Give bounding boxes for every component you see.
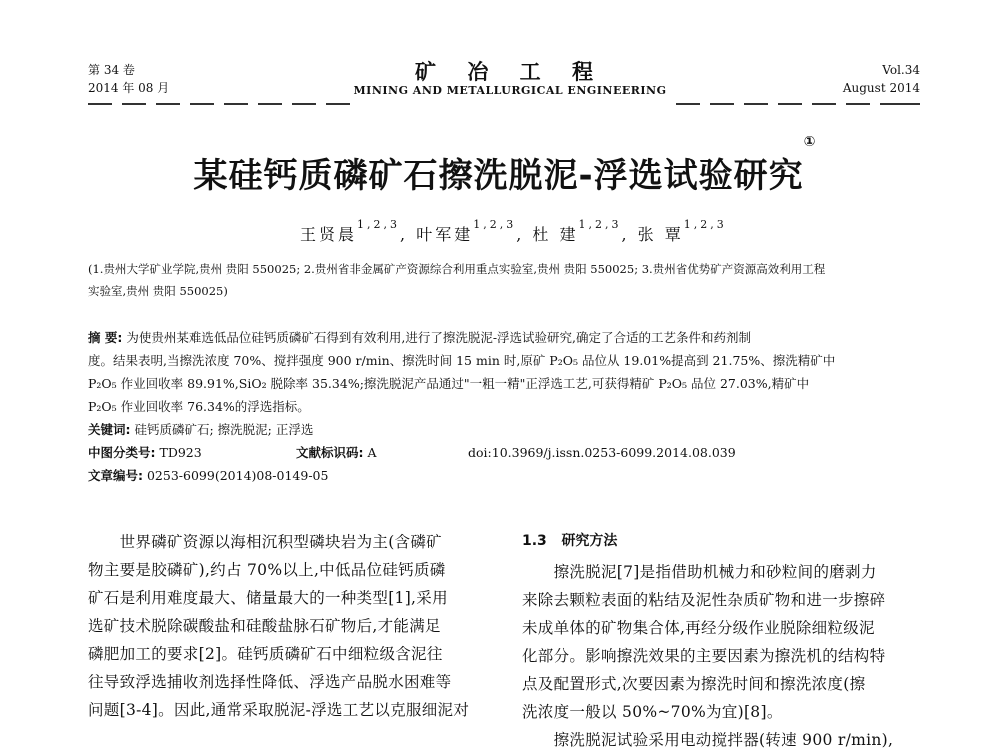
author-affiliation: 1,2,3 (578, 218, 622, 231)
date-en: August 2014 (842, 81, 920, 95)
author-name: 王贤晨 (300, 225, 358, 244)
left-column (88, 528, 498, 724)
journal-title-cn: 矿 冶 工 程 (415, 59, 605, 84)
abstract-line: 为使贵州某难选低品位硅钙质磷矿石得到有效利用,进行了擦洗脱泥-浮选试验研究,确定了合适的工艺条件和药剂制 (126, 330, 752, 345)
journal-title-en: MINING AND METALLURGICAL ENGINEERING (353, 84, 667, 97)
doc-code: A (367, 445, 377, 460)
article-title-text: 某硅钙质磷矿石擦洗脱泥-浮选试验研究 (193, 156, 804, 196)
date-cn: 2014 年 08 月 (88, 81, 170, 95)
abstract-label: 摘 要: (88, 330, 123, 345)
affiliations (88, 258, 938, 302)
section-heading (522, 530, 942, 550)
author-affiliation: 1,2,3 (473, 218, 517, 231)
body-line: 往导致浮选捕收剂选择性降低、浮选产品脱水困难等 (88, 673, 452, 691)
abstract-line: P₂O₅ 作业回收率 76.34%的浮选指标。 (88, 399, 310, 414)
title-footnote-mark: ① (803, 134, 817, 150)
body-line: 点及配置形式,次要因素为擦洗时间和擦洗浓度(擦 (522, 675, 866, 693)
keywords-label: 关键词: (88, 422, 131, 437)
body-line: 来除去颗粒表面的粘结及泥性杂质矿物和进一步擦碎 (522, 591, 886, 609)
clc-label: 中图分类号: (88, 445, 156, 460)
body-line: 擦洗脱泥[7]是指借助机械力和砂粒间的磨剥力 (522, 563, 877, 581)
affiliation-line: 实验室,贵州 贵阳 550025) (88, 284, 228, 298)
body-line: 选矿技术脱除碳酸盐和硅酸盐脉石矿物后,才能满足 (88, 617, 441, 635)
affiliation-line: (1.贵州大学矿业学院,贵州 贵阳 550025; 2.贵州省非金属矿产资源综合利用重点实验室,贵州 贵阳 550025; 3.贵州省优势矿产资源高效利用工程 (88, 262, 826, 276)
doi: doi:10.3969/j.issn.0253-6099.2014.08.039 (468, 445, 736, 460)
volume-cn: 第 34 卷 (88, 63, 135, 77)
body-line: 擦洗脱泥试验采用电动搅拌器(转速 900 r/min), (522, 731, 894, 749)
body-line: 化部分。影响擦洗效果的主要因素为擦洗机的结构特 (522, 647, 886, 665)
body-line: 矿石是利用难度最大、储量最大的一种类型[1],采用 (88, 589, 448, 607)
abstract (88, 326, 948, 487)
volume-en: Vol.34 (882, 63, 920, 77)
article-number: 0253-6099(2014)08-0149-05 (146, 468, 329, 483)
author-list: 王贤晨$^{1,2,3}$, 叶军建$^{1,2,3}$, 杜 建$^{1,2,3}$, 张 覃$^{1,2,3}$ (300, 218, 727, 244)
doc-code-label: 文献标识码: (296, 445, 364, 460)
clc-number: TD923 (159, 445, 202, 460)
keywords: 硅钙质磷矿石; 擦洗脱泥; 正浮选 (134, 422, 314, 437)
body-line: 洗浓度一般以 50%~70%为宜)[8]。 (522, 703, 783, 721)
body-line: 世界磷矿资源以海相沉积型磷块岩为主(含磷矿 (88, 533, 442, 551)
author-name: 张 覃 (637, 225, 684, 244)
author-affiliation: 1,2,3 (357, 218, 401, 231)
author-name: 叶军建 (416, 225, 474, 244)
section-number: 1.3 (522, 533, 547, 549)
author-affiliation: 1,2,3 (683, 218, 727, 231)
article-number-label: 文章编号: (88, 468, 143, 483)
abstract-line: P₂O₅ 作业回收率 89.91%,SiO₂ 脱除率 35.34%;擦洗脱泥产品通过"一粗一精"正浮选工艺,可获得精矿 P₂O₅ 品位 27.03%,精矿中 (88, 376, 810, 391)
abstract-line: 度。结果表明,当擦洗浓度 70%、搅拌强度 900 r/min、擦洗时间 15 min 时,原矿 P₂O₅ 品位从 19.01%提高到 21.75%、擦洗精矿中 (88, 353, 836, 368)
right-column (522, 530, 942, 754)
article-title (0, 134, 1000, 197)
body-line: 未成单体的矿物集合体,再经分级作业脱除细粒级泥 (522, 619, 875, 637)
body-line: 磷肥加工的要求[2]。硅钙质磷矿石中细粒级含泥往 (88, 645, 443, 663)
body-line: 物主要是胶磷矿),约占 70%以上,中低品位硅钙质磷 (88, 561, 446, 579)
body-line: 问题[3-4]。因此,通常采取脱泥-浮选工艺以克服细泥对 (88, 701, 470, 719)
section-title: 研究方法 (561, 533, 618, 549)
author-name: 杜 建 (532, 225, 579, 244)
